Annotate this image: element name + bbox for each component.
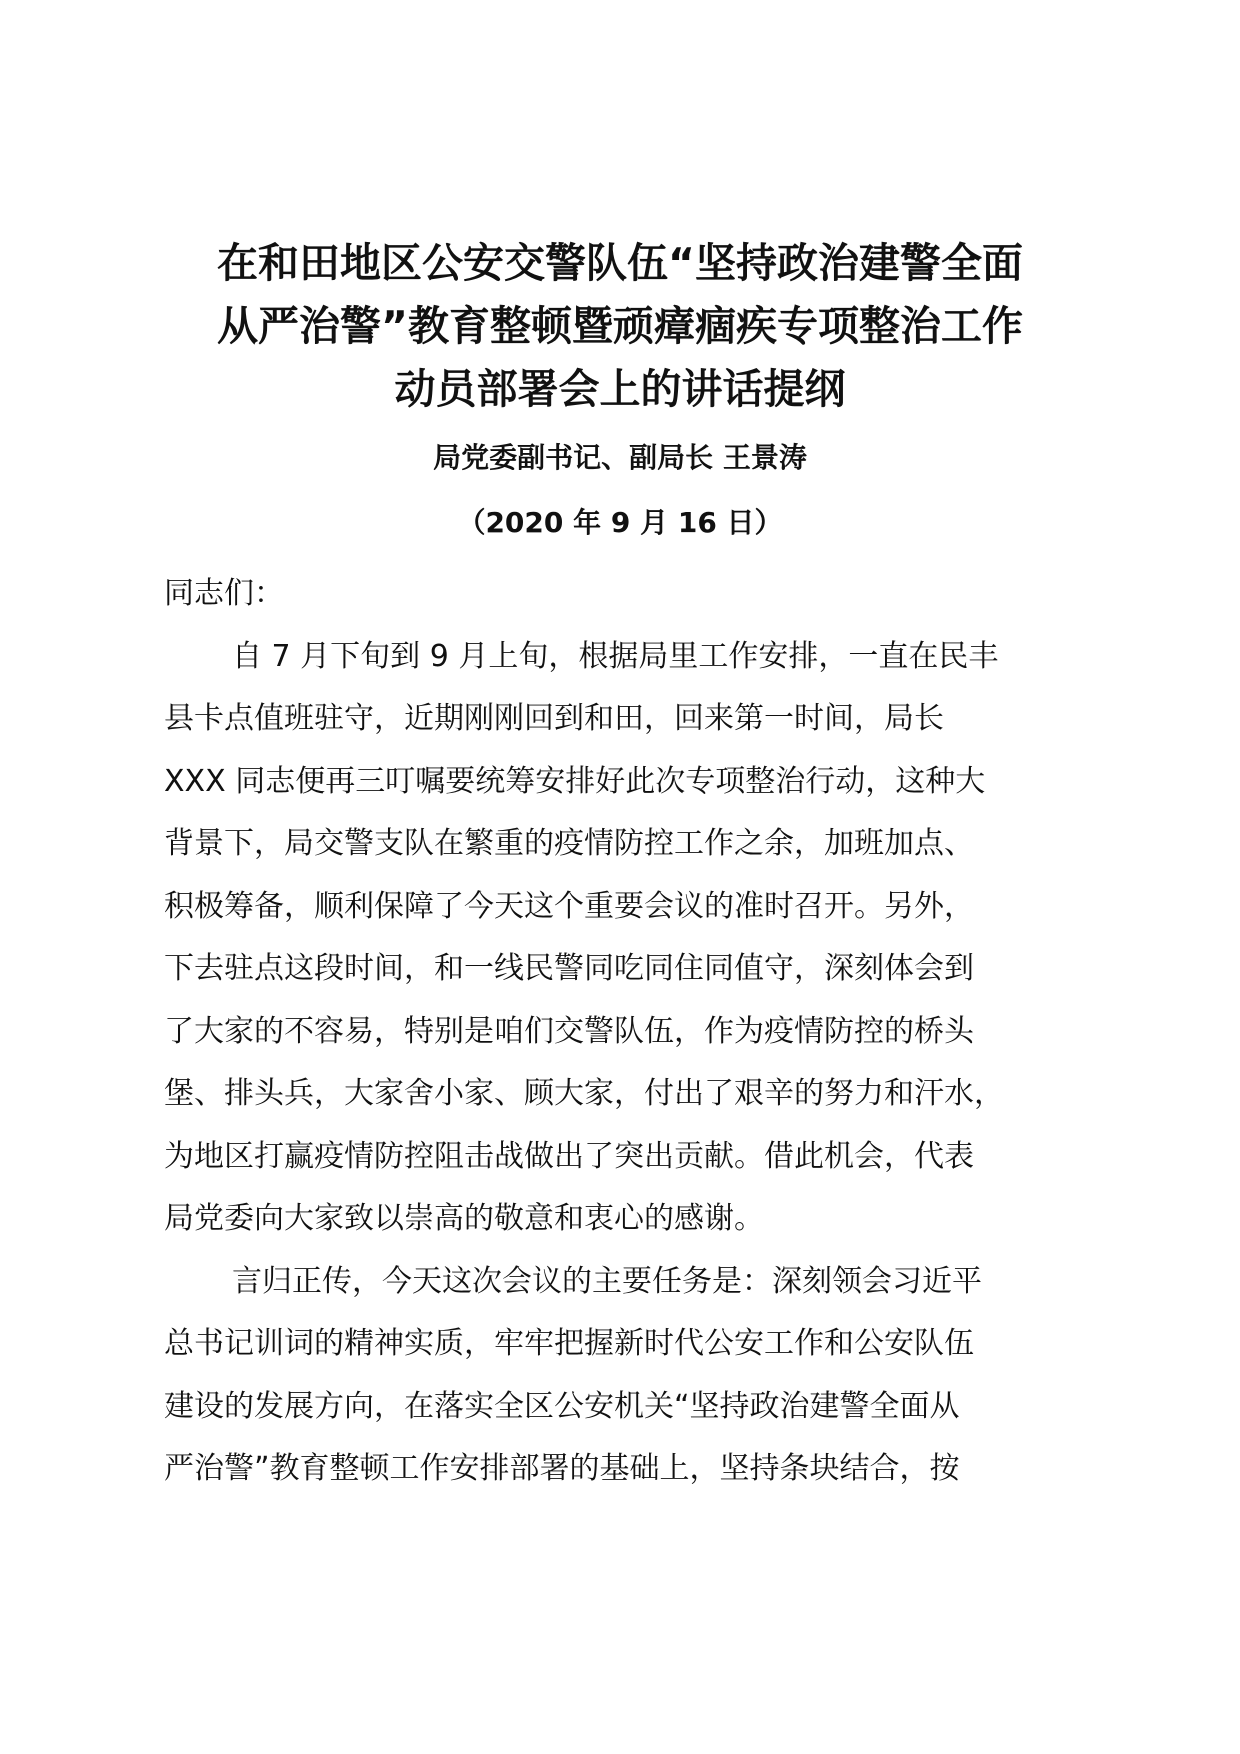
paragraph-line: 背景下，局交警支队在繁重的疫情防控工作之余，加班加点、	[164, 826, 974, 861]
speech-body	[164, 563, 1084, 1501]
paragraph-line: 下去驻点这段时间，和一线民警同吃同住同值守，深刻体会到	[164, 951, 974, 986]
paragraph-line: 县卡点值班驻守，近期刚刚回到和田，回来第一时间，局长	[164, 701, 944, 736]
paragraph-line: 局党委向大家致以崇高的敬意和衷心的感谢。	[164, 1201, 764, 1236]
paragraph-line: XXX 同志便再三叮嘱要统筹安排好此次专项整治行动，这种大	[164, 763, 986, 799]
paragraph-line: 总书记训词的精神实质，牢牢把握新时代公安工作和公安队伍	[164, 1326, 974, 1361]
salutation: 同志们：	[164, 576, 284, 611]
author-line: 局党委副书记、副局长 王景涛	[433, 441, 807, 474]
date-line: （2020 年 9 月 16 日）	[457, 506, 783, 539]
title-line: 动员部署会上的讲话提纲	[394, 365, 846, 413]
document-title	[150, 232, 1090, 421]
paragraph-line: 了大家的不容易，特别是咱们交警队伍，作为疫情防控的桥头	[164, 1013, 974, 1049]
paragraph-line: 建设的发展方向，在落实全区公安机关“坚持政治建警全面从	[164, 1388, 960, 1424]
paragraph-line: 为地区打赢疫情防控阻击战做出了突出贡献。借此机会，代表	[164, 1138, 974, 1174]
paragraph-line: 言归正传，今天这次会议的主要任务是：深刻领会习近平	[232, 1263, 982, 1299]
title-line: 在和田地区公安交警队伍“坚持政治建警全面	[217, 239, 1023, 287]
paragraph-line: 严治警”教育整顿工作安排部署的基础上，坚持条块结合，按	[164, 1451, 960, 1486]
paragraph-line: 堡、排头兵，大家舍小家、顾大家，付出了艰辛的努力和汗水，	[164, 1076, 1004, 1111]
title-line: 从严治警”教育整顿暨顽瘴痼疾专项整治工作	[217, 302, 1023, 350]
paragraph-line: 自 7 月下旬到 9 月上旬，根据局里工作安排，一直在民丰	[232, 638, 999, 674]
paragraph-line: 积极筹备，顺利保障了今天这个重要会议的准时召开。另外，	[164, 888, 974, 924]
